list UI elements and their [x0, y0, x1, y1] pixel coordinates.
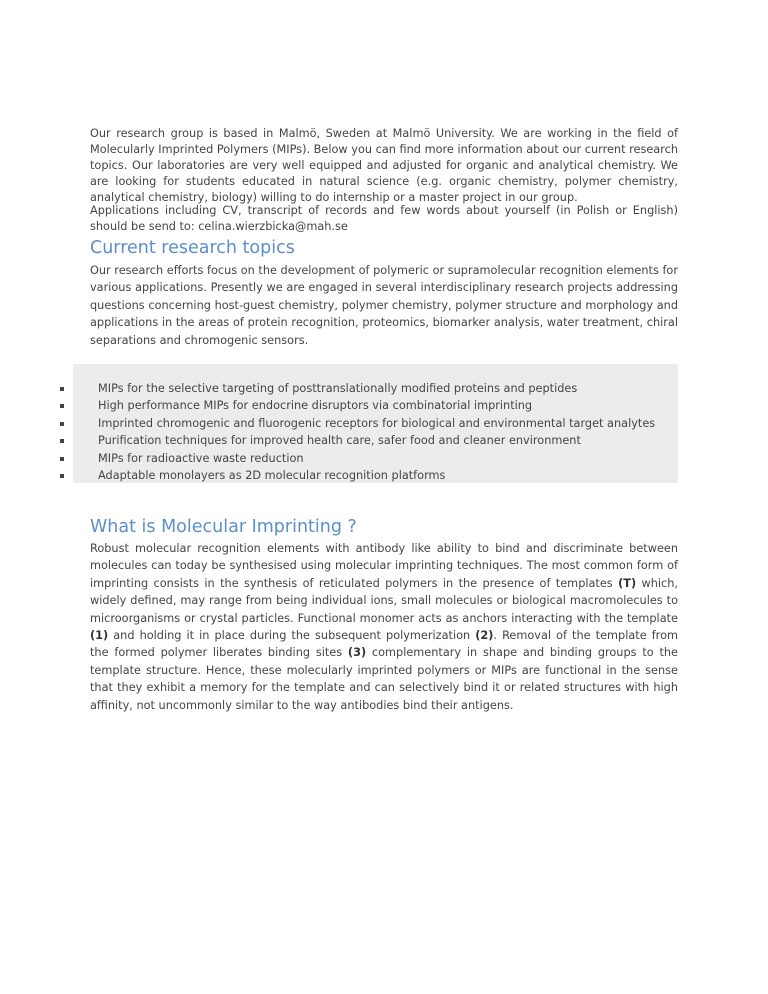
molecular-imprinting-heading: What is Molecular Imprinting ?	[90, 517, 357, 537]
text-segment: complementary in shape and binding groups to the template structure. Hence, these molecularly imprinted polymers or MIPs are functional in the sense that they exhibit a memory for the template and can selectively bind it or related structures with high affinity, not uncommonly similar to the way antibodies bind their antigens.	[90, 646, 678, 712]
text-segment: which, widely defined, may range from being individual ions, small molecules or biological macromolecules to microorganisms or crystal particles. Functional monomer acts as anchors interacting with the template	[90, 576, 679, 625]
template-marker: (T)	[618, 576, 637, 590]
bullet-icon	[60, 404, 64, 408]
topic-text: MIPs for the selective targeting of posttranslationally modified proteins and peptides	[98, 382, 578, 395]
text-segment: and holding it in place during the subsequent polymerization	[108, 629, 476, 643]
marker-2: (2)	[475, 629, 494, 643]
topic-text: MIPs for radioactive waste reduction	[98, 451, 304, 465]
text-segment: Robust molecular recognition elements with antibody like ability to bind and discriminate between molecules can today be synthesised using molecular imprinting techniques. The most common form of imprinting consists in the synthesis of reticulated polymers in the presence of templates	[90, 542, 678, 590]
text-segment: . Removal of the template from the formed polymer liberates binding sites	[90, 629, 678, 660]
bullet-icon	[60, 422, 64, 426]
marker-3: (3)	[347, 646, 367, 660]
research-paragraph: Our research efforts focus on the development of polymeric or supramolecular recognition elements for various applications. Presently we are engaged in several interdisciplinary research projects addressing questions concerning host-guest chemistry, polymer chemistry, polymer structure and morphology and applications in the areas of protein recognition, proteomics, biomarker analysis, water treatment, chiral separations and chromogenic sensors.	[90, 264, 678, 347]
applications-paragraph: Applications including CV, transcript of records and few words about yourself (in Polish or English) should be send to: celina.wierzbicka@mah.se	[90, 204, 678, 233]
topic-text: Adaptable monolayers as 2D molecular recognition platforms	[98, 468, 446, 482]
topic-text: Purification techniques for improved health care, safer food and cleaner environment	[98, 434, 581, 448]
bullet-icon	[60, 439, 64, 443]
bullet-icon	[60, 387, 64, 391]
bullet-icon	[60, 474, 64, 478]
intro-paragraph: Our research group is based in Malmö, Sweden at Malmö University. We are working in the field of Molecularly Imprinted Polymers (MIPs). Below you can find more information about our current research topics. Our laboratories are very well equipped and adjusted for organic and analytical chemistry. We are looking for students educated in natural science (e.g. organic chemistry, polymer chemistry, analytical chemistry, biology) willing to do internship or a master project in our group.	[90, 127, 678, 204]
bullet-icon	[60, 457, 64, 461]
imprinting-paragraph	[90, 540, 678, 714]
marker-1: (1)	[90, 629, 109, 643]
topic-text: High performance MIPs for endocrine disruptors via combinatorial imprinting	[98, 399, 533, 413]
topic-text: Imprinted chromogenic and fluorogenic receptors for biological and environmental target analytes	[98, 416, 656, 430]
research-topics-heading: Current research topics	[90, 238, 295, 258]
